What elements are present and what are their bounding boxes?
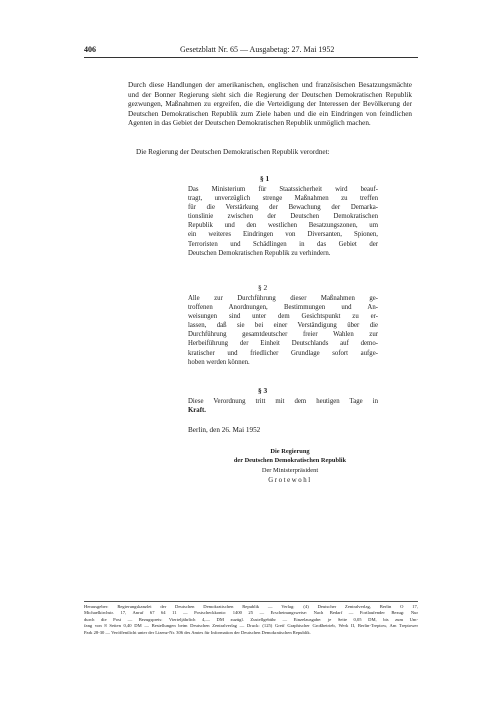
page-number: 406: [84, 45, 96, 54]
section-2-line: lassen, daß sie bei einer Verständigung über die: [188, 322, 378, 330]
intro-paragraph: Durch diese Handlungen der amerikanischen, englischen und französischen Besatzungsmächte und der Bonner Regierung sieht sich die Regierung der Deutschen Demokratischen Republik gezwungen, Maßnahmen zu ergreifen, die die Verteidigung der Interessen der Bevölkerung der Deutschen Demokratischen Republik zum Ziele haben und die ein Eindringen von feindlichen Agenten in das Gebiet der Deutschen Demokratischen Republik unmöglich machen.: [128, 81, 412, 127]
footnote-line: Park 28-30 — Veröffentlicht unter der Lizenz-Nr. 306 des Amtes für Information der Deutschen Demokratischen Republik.: [84, 629, 311, 635]
footnote-rule: [84, 601, 418, 602]
decree-line: Die Regierung der Deutschen Demokratischen Republik verordnet:: [136, 148, 330, 156]
section-2-line: hoben werden können.: [188, 358, 250, 366]
section-1-line: Republik und den westlichen Besatzungszonen, um: [188, 222, 378, 230]
section-1-line: Das Ministerium für Staatssicherheit wird beauf-: [188, 186, 378, 193]
section-1-line: ein weiteres Eindringen von Diversanten, Spionen,: [188, 231, 378, 239]
section-3-line: Diese Verordnung tritt mit dem heutigen Tage in: [188, 398, 378, 405]
footnote-line: Michaelkirchstr. 17, Anruf 67 64 11 — Postscheckkonto: 1400 25 — Erscheinungsweise: Nach Bedarf — Fortlaufender Bezug: Nur: [84, 610, 418, 616]
section-2-line: troffenen Anordnungen, Bestimmungen und An-: [188, 304, 378, 312]
section-1-line: für die Verstärkung der Bewachung der Demarka-: [188, 204, 378, 212]
section-2-body: [188, 294, 378, 367]
section-2-line: Durchführung gesamtdeutscher freier Wahlen zur: [188, 331, 378, 339]
footnote-line: fang von 8 Seiten 0,40 DM — Bestellungen beim Deutschen Zentralverlag — Druck: (125) Greif Graphischer Großbetrieb, Werk II, Berlin-Treptow, Am Treptower: [84, 623, 418, 629]
running-title: Gesetzblatt Nr. 65 — Ausgabetag: 27. Mai 1952: [180, 45, 335, 54]
section-2-line: weisungen sind unter dem Gesichtspunkt zu er-: [188, 313, 378, 321]
section-3-line: Kraft.: [188, 407, 206, 415]
footnote-line: Herausgeber: Regierungskanzlei der Deutschen Demokratischen Republik — Verlag: (4) Deutscher Zentralverlag, Berlin O 17,: [84, 604, 418, 609]
government-name: der Deutschen Demokratischen Republik: [233, 457, 347, 464]
section-1-heading: § 1: [260, 174, 270, 183]
footnote-line: durch die Post — Bezugspreis: Vierteljährlich 4,— DM zuzügl. Zustellgebühr — Einzelausgabe: je Seite 0,05 DM, bis zum Um-: [84, 616, 418, 622]
publisher-footnote: [84, 604, 418, 636]
section-2-line: kratischer und friedlicher Grundlage sofort aufge-: [188, 349, 378, 357]
section-3-body: [188, 397, 378, 415]
section-1-body: [188, 185, 378, 258]
section-3-heading: § 3: [258, 386, 268, 395]
section-1-line: Deutschen Demokratischen Republik zu verhindern.: [188, 249, 331, 257]
header-rule: [84, 57, 418, 58]
section-1-line: tionslinie zwischen der Deutschen Demokratischen: [188, 213, 378, 221]
signatory-name: Grotewohl: [268, 477, 312, 484]
section-2-line: Herbeiführung der Einheit Deutschlands auf demo-: [188, 340, 378, 348]
government-label: Die Regierung: [270, 448, 310, 455]
section-1-line: tragt, unverzüglich strenge Maßnahmen zu treffen: [188, 195, 378, 203]
section-1-line: Terroristen und Schädlingen in das Gebiet der: [188, 240, 378, 248]
section-2-heading: § 2: [258, 283, 268, 292]
signatory-role: Der Ministerpräsident: [261, 467, 319, 474]
place-and-date: Berlin, den 26. Mai 1952: [188, 426, 261, 434]
section-2-line: Alle zur Durchführung dieser Maßnahmen ge-: [188, 295, 378, 302]
